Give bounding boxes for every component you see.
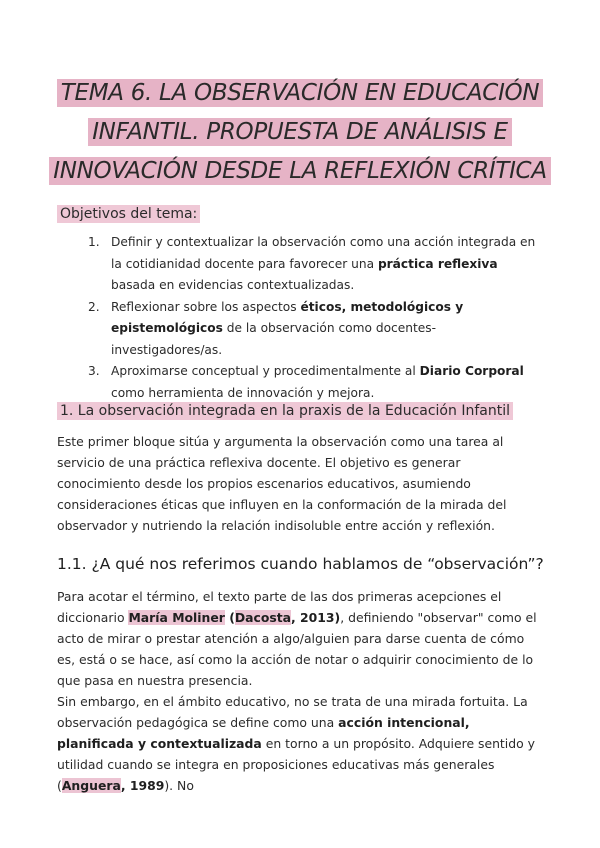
objective-item: [88, 297, 536, 362]
paragraph-text: ). No: [164, 778, 194, 793]
paragraph-text: , definiendo "observar" como el acto de mirar o prestar atención a algo/alguien para darse cuenta de cómo es, está o se hace, así como la acción de notar o adquirir conocimiento de lo que pasa en nuestra presencia.: [57, 610, 537, 688]
objective-text: Definir y contextualizar la observación como una acción integrada en la cotidianidad docente para favorecer una: [111, 235, 536, 271]
objective-text: basada en evidencias contextualizadas.: [111, 278, 355, 292]
section-1-1-heading: 1.1. ¿A qué nos referimos cuando hablamos de “observación”?: [57, 555, 544, 573]
citation-rest: , 2013): [291, 610, 341, 625]
objective-number: 1.: [88, 235, 100, 249]
title-line-3: INNOVACIÓN DESDE LA REFLEXIÓN CRÍTICA: [49, 157, 551, 185]
page-title: [0, 74, 600, 191]
objective-number: 3.: [88, 364, 100, 378]
objectives-list: [88, 232, 536, 404]
objective-number: 2.: [88, 299, 100, 314]
title-line-2: INFANTIL. PROPUESTA DE ANÁLISIS E: [88, 118, 512, 146]
objective-text: de la observación como docentes-investigadores/as.: [111, 321, 436, 357]
paragraph-text: Para acotar el término, el texto parte de las dos primeras acepciones el diccionario: [57, 589, 502, 625]
objectives-label: Objetivos del tema:: [57, 205, 200, 223]
section-1-1-paragraph: [57, 586, 543, 796]
paragraph-text: Sin embargo, en el ámbito educativo, no se trata de una mirada fortuita. La observación pedagógica se define como una: [57, 694, 528, 730]
objective-text: Reflexionar sobre los aspectos: [111, 299, 301, 314]
section-1-paragraph: Este primer bloque sitúa y argumenta la observación como una tarea al servicio de una práctica reflexiva docente. El objetivo es generar conocimiento desde los propios escenarios educativos, asumiendo consideraciones éticas que influyen en la conformación de la mirada del observador y nutriendo la relación indisoluble entre acción y reflexión.: [57, 434, 507, 533]
title-line-1: TEMA 6. LA OBSERVACIÓN EN EDUCACIÓN: [57, 79, 544, 107]
objective-bold: práctica reflexiva: [377, 256, 498, 271]
objective-text: como herramienta de innovación y mejora.: [111, 385, 375, 400]
citation-open: (: [224, 610, 235, 625]
objective-bold: Diario Corporal: [419, 364, 524, 378]
author-name: María Moliner: [128, 610, 225, 625]
objective-text: Aproximarse conceptual y procedimentalmente al: [111, 364, 420, 378]
citation-rest: , 1989: [120, 778, 165, 793]
objective-item: [88, 361, 536, 404]
key-term-sep: ,: [464, 715, 470, 730]
paragraph-text: en torno a un propósito. Adquiere sentido y utilidad cuando se integra en proposiciones educativas más generales (: [57, 736, 535, 793]
section-1-heading: 1. La observación integrada en la praxis de la Educación Infantil: [57, 402, 513, 420]
key-term: acción intencional: [338, 715, 465, 730]
objective-item: [88, 232, 536, 297]
citation-name: Anguera: [61, 778, 121, 793]
citation-name: Dacosta: [234, 610, 292, 625]
key-term: planificada y contextualizada: [57, 736, 262, 751]
objective-bold: éticos, metodológicos y epistemológicos: [111, 299, 464, 335]
